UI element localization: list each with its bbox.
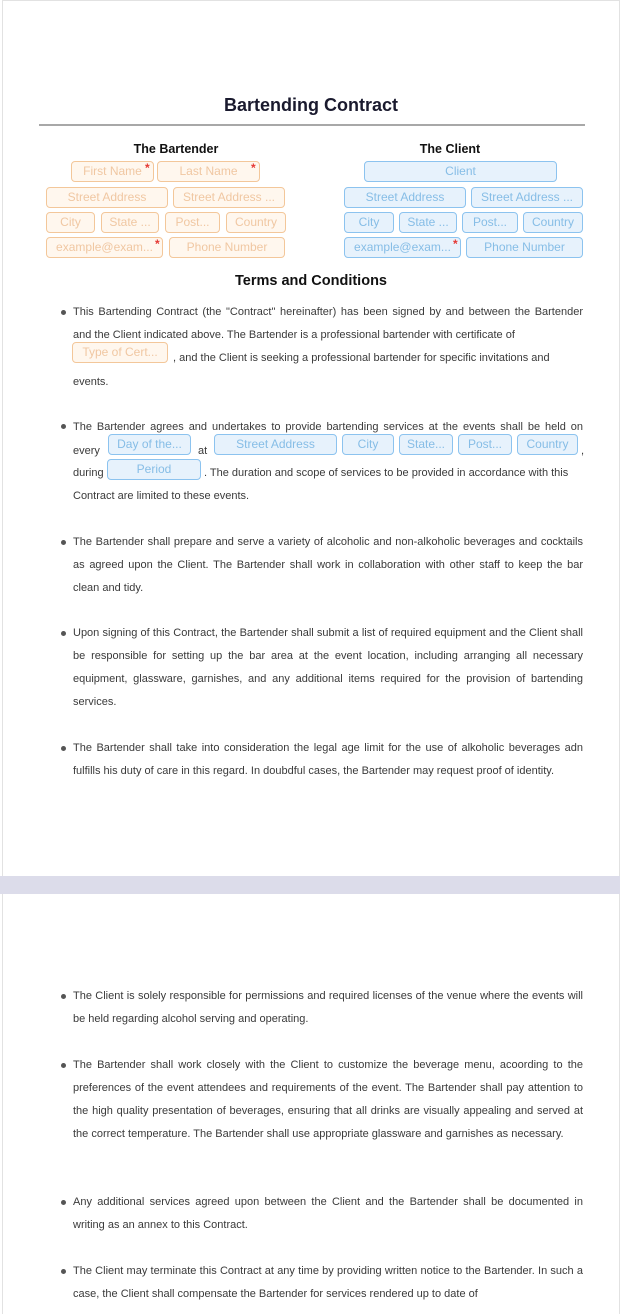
client-name-field[interactable]: Client [364,161,557,182]
client-heading: The Client [419,142,481,156]
bartender-city-field[interactable]: City [46,212,95,233]
clause-1-text: This Bartending Contract (the "Contract" hereinafter) has been signed by and between the Bartender and the Client indicated above. The Bartender is a professional bartender with certificate of [73,306,583,341]
day-of-week-field[interactable]: Day of the... [108,434,191,455]
bullet-icon [61,994,66,999]
clause-2-comma: , [581,445,585,457]
clause-3-text: The Bartender shall prepare and serve a variety of alcoholic and non-alkoholic beverages and cocktails as agreed upon the Client. The Bartender shall work in collaboration with other staff to keep the bar clean and tidy. [73,536,583,594]
bullet-icon [61,1200,66,1205]
bartender-heading: The Bartender [133,142,219,156]
bartender-street-address-line2-field[interactable]: Street Address ... [173,187,285,208]
client-postal-field[interactable]: Post... [462,212,518,233]
clause-9-text: The Client may terminate this Contract at any time by providing written notice to the Bartender. In such a case, the Client shall compensate the Bartender for services rendered up to date of [73,1265,583,1300]
client-city-field[interactable]: City [344,212,394,233]
client-country-field[interactable]: Country [523,212,583,233]
bullet-icon [61,746,66,751]
bullet-icon [61,1063,66,1068]
clause-2-end: Contract are limited to these events. [73,490,250,502]
clause-2-continuation: . The duration and scope of services to be provided in accordance with this [204,467,569,479]
bullet-icon [61,424,66,429]
clause-1-continuation: , and the Client is seeking a professional bartender for specific invitations and [173,352,550,364]
certificate-type-field[interactable]: Type of Cert... [72,342,168,363]
clause-2-at: at [198,445,208,457]
event-postal-field[interactable]: Post... [458,434,512,455]
event-city-field[interactable]: City [342,434,394,455]
bartender-phone-field[interactable]: Phone Number [169,237,285,258]
clause-2-during: during [73,467,104,479]
client-street-address-field[interactable]: Street Address [344,187,466,208]
terms-heading: Terms and Conditions [235,273,387,289]
bartender-country-field[interactable]: Country [226,212,286,233]
bartender-state-field[interactable]: State ... [101,212,159,233]
required-marker: * [453,237,458,251]
event-country-field[interactable]: Country [517,434,578,455]
contract-page-2 [2,894,620,1314]
required-marker: * [251,161,256,175]
clause-5-text: The Bartender shall take into consideration the legal age limit for the use of alkoholic beverages adn fulfills his duty of care in this regard. In doubdful cases, the Bartender may request proof of identity. [73,742,583,777]
page-separator [0,876,620,894]
bullet-icon [61,310,66,315]
required-marker: * [155,237,160,251]
contract-page-1 [2,0,620,877]
clause-2-every: every [73,445,100,457]
clause-7-text: The Bartender shall work closely with the Client to customize the beverage menu, acoording to the preferences of the event attendees and requirements of the event. The Bartender shall pay attention to the high quality presentation of beverages, ensuring that all drinks are visually appealing and served at the correct temperature. The Bartender shall use appropriate glassware and garnishes as necessary. [73,1059,583,1140]
bartender-email-field[interactable]: example@exam... [46,237,163,258]
client-state-field[interactable]: State ... [399,212,457,233]
required-marker: * [145,161,150,175]
bullet-icon [61,1269,66,1274]
client-email-field[interactable]: example@exam... [344,237,461,258]
bartender-first-name-field[interactable]: First Name [71,161,154,182]
client-street-address-line2-field[interactable]: Street Address ... [471,187,583,208]
clause-6-text: The Client is solely responsible for permissions and required licenses of the venue where the events will be held regarding alcohol serving and operating. [73,990,583,1025]
clause-2-text: The Bartender agrees and undertakes to provide bartending services at the events shall be held on [73,421,583,433]
bullet-icon [61,540,66,545]
document-title: Bartending Contract [223,95,398,115]
event-state-field[interactable]: State... [399,434,453,455]
clause-4-text: Upon signing of this Contract, the Bartender shall submit a list of required equipment and the Client shall be responsible for setting up the bar area at the event location, including arranging all necessary equipment, glassware, garnishes, and any additional items required for the provision of bartending services. [73,627,583,708]
clause-8-text: Any additional services agreed upon between the Client and the Bartender shall be documented in writing as an annex to this Contract. [73,1196,583,1231]
clause-1-end: events. [73,376,109,388]
bartender-postal-field[interactable]: Post... [165,212,220,233]
title-divider [39,124,585,126]
client-phone-field[interactable]: Phone Number [466,237,583,258]
period-field[interactable]: Period [107,459,201,480]
bullet-icon [61,631,66,636]
event-street-address-field[interactable]: Street Address [214,434,337,455]
bartender-street-address-field[interactable]: Street Address [46,187,168,208]
bartender-last-name-field[interactable]: Last Name [157,161,260,182]
